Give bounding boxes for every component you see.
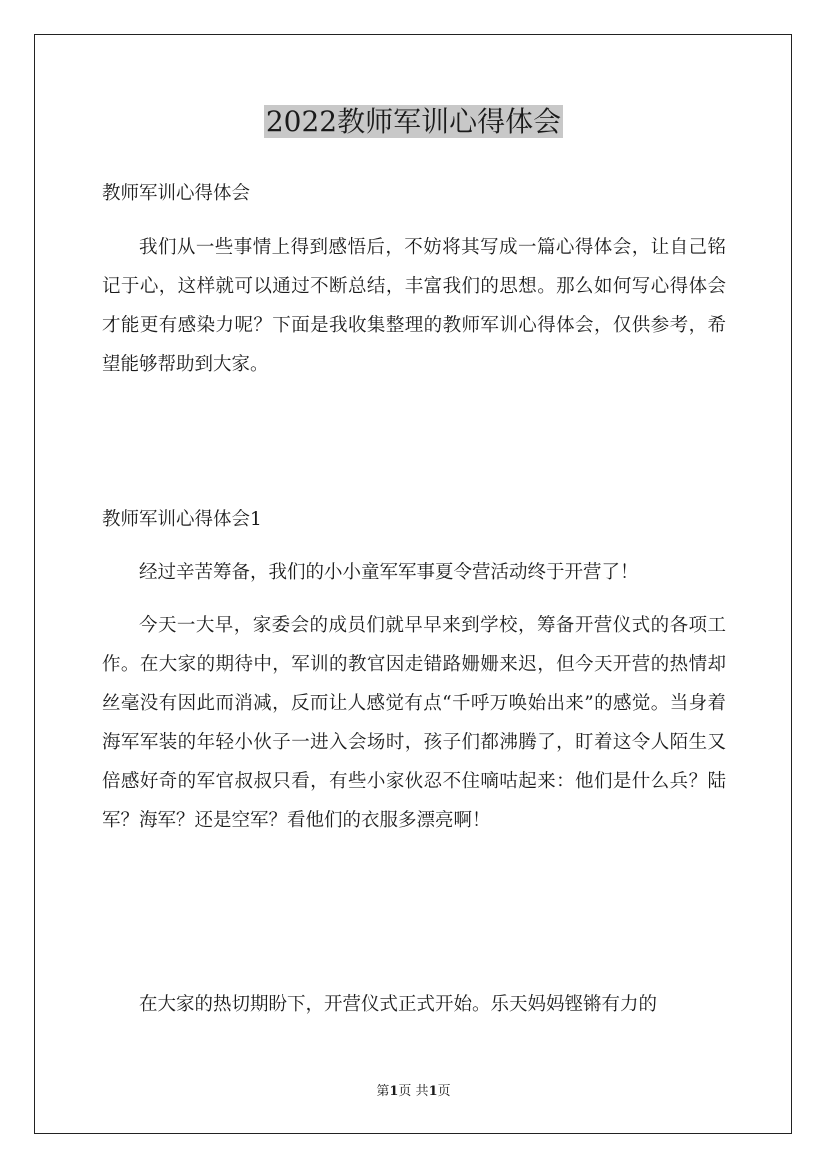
document-title	[0, 102, 827, 142]
paragraph-3: 在大家的热切期盼下，开营仪式正式开始。乐天妈妈铿锵有力的	[139, 994, 658, 1015]
intro-paragraph: 我们从一些事情上得到感悟后，不妨将其写成一篇心得体会，让自己铭记于心，这样就可以通过不断总结，丰富我们的思想。那么如何写心得体会才能更有感染力呢？下面是我收集整理的教师军训心得体会，仅供参考，希望能够帮助到大家。	[102, 237, 726, 375]
section-heading: 教师军训心得体会1	[102, 509, 262, 530]
page-footer	[0, 1083, 827, 1101]
footer-mid: 页 共	[398, 1084, 429, 1099]
footer-prefix: 第	[376, 1084, 390, 1099]
paragraph-2: 今天一大早，家委会的成员们就早早来到学校，筹备开营仪式的各项工作。在大家的期待中，军训的教官因走错路姗姗来迟，但今天开营的热情却丝毫没有因此而消减，反而让人感觉有点“千呼万唤始出来”的感觉。当身着海军军装的年轻小伙子一进入会场时，孩子们都沸腾了，盯着这令人陌生又倍感好奇的军官叔叔只看，有些小家伙忍不住嘀咕起来：他们是什么兵？陆军？海军？还是空军？看他们的衣服多漂亮啊！	[102, 615, 726, 831]
document-title-text: 2022教师军训心得体会	[265, 105, 562, 138]
footer-page-number: 1	[389, 1084, 399, 1099]
footer-suffix: 页	[437, 1084, 451, 1099]
document-subtitle: 教师军训心得体会	[102, 183, 251, 204]
paragraph-1: 经过辛苦筹备，我们的小小童军军事夏令营活动终于开营了！	[139, 562, 639, 583]
footer-page-total: 1	[428, 1084, 438, 1099]
